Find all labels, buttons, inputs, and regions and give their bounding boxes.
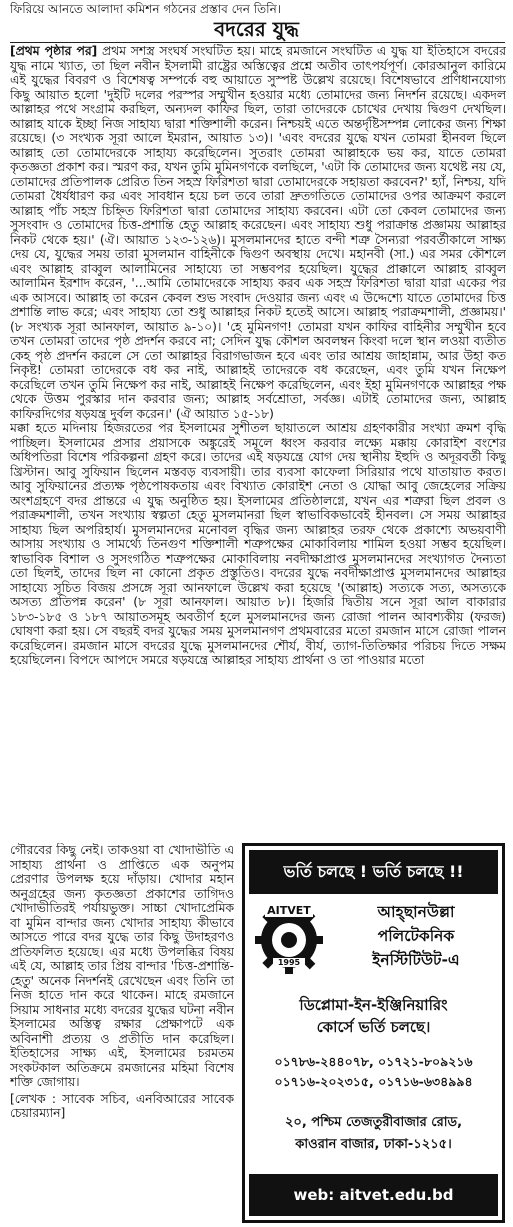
article-paragraph-2: মক্কা হতে মদিনায় হিজরতের পর ইসলামের সুশীতল ছায়াতলে আশ্রয় গ্রহণকারীর সংখ্যা ক্রমশ বৃদ্ধি পাচ্ছিল। ইসলামের প্রসার প্রয়াসকে অঙ্কুরেই সমূলে ধ্বংস করবার লক্ষ্যে মক্কায় কোরাইশ বংশের অধিপতিরা বিশেষ পরিকল্পনা গ্রহণ করে। তাদের এই ষড়যন্ত্রে যোগ দেয় স্থানীয় ইহুদি ও অদূরবর্তী কিছু খ্রিস্টান। আবু সুফিয়ান ছিলেন মস্তবড় ব্যবসায়ী। তার ব্যবসা কাফেলা সিরিয়ার পথে যাতায়াত করত। আবু সুফিয়ানের প্রত্যক্ষ পৃষ্ঠপোষকতায় এবং বিখ্যাত কোরাইশ নেতা ও যোদ্ধা আবু জেহেলের সক্রিয় অংশগ্রহণে বদর প্রান্তরে এ যুদ্ধ অনুষ্ঠিত হয়। ইসলামের প্রতিষ্ঠালগ্নে, যখন এর শত্রুরা ছিল প্রবল ও পরাক্রমশালী, তখন সংখ্যায় স্বল্পতা হেতু মুসলমানরা ছিল স্বাভাবিকভাবেই হীনবল। সে সময় আল্লাহর সাহায্য ছিল অপরিহার্য। মুসলমানদের মনোবল বৃদ্ধির জন্য আল্লাহর তরফ থেকে প্রকাশ্যে অভয়বাণী আসায় সংখ্যায় ও সামর্থ্যে তিনগুণ শক্তিশালী শত্রুপক্ষের মোকাবিলায় শামিল হওয়া সম্ভব হয়েছিল। স্বাভাবিক বিশাল ও সুসংগঠিত শত্রুপক্ষের মোকাবিলায় নবদীক্ষাপ্রাপ্ত মুসলমানদের সংখ্যাগত দৈন্যতা তো ছিলই, তাদের ছিল না কোনো প্রকৃত প্রস্তুতিও। বদরের যুদ্ধে নবদীক্ষাপ্রাপ্ত মুসলমানদের আল্লাহর সাহায্যে সূচিত বিজয় প্রসঙ্গে সূরা আনফালে উল্লেখ করা হয়েছে '(আল্লাহ) সত্যকে সত্য, অসত্যকে অসত্য প্রতিপন্ন করেন' (৮ সূরা আনফাল। আয়াত ৮)। হিজরি দ্বিতীয় সনে সূরা আল বাকারার ১৮৩-১৮৫ ও ১৮৭ আয়াতসমূহ অবতীর্ণ হলে মুসলমানদের জন্য রোজা পালন আবশ্যকীয় (ফরজ) ঘোষণা করা হয়। সে বছরই বদর যুদ্ধের সময় মুসলমানগণ প্রথমবারের মতো রমজান মাসে রোজা পালন করেছিলেন। রমজান মাসে বদরের যুদ্ধে মুসলমানদের শৌর্য, বীর্য, ত্যাগ-তিতিক্ষার পরিচয় দিতে সক্ষম হয়েছিলেন। বিপদে আপদে সমরে ষড়যন্ত্রে আল্লাহর সাহায্য প্রার্থনা ও তা পাওয়ার মতো: [10, 421, 506, 667]
institute-address: [251, 1112, 496, 1156]
institute-name-line-3: ইনস্টিটিউট-এ: [372, 951, 460, 969]
institute-name: [333, 900, 499, 972]
article-paragraph-3: গৌরবের কিছু নেই। তাকওয়া বা খোদাভীতি এ সাহায্য প্রার্থনা ও প্রাপ্তিতে এক অনুপম প্রেরণার উপলক্ষ হয়ে দাঁড়ায়। খোদার মহান অনুগ্রহের জন্য কৃতজ্ঞতা প্রকাশের তাগিদও খোদাভীতিরই পর্যায়ভুক্ত। সাচ্চা খোদাপ্রেমিক বা মুমিন বান্দার জন্য খোদার সাহায্য কীভাবে আসতে পারে বদর যুদ্ধে তার কিছু উদাহরণও প্রতিফলিত হয়েছে। এর মধ্যে উপলব্ধির বিষয় এই যে, আল্লাহ তার প্রিয় বান্দার 'চিত্ত-প্রশান্তি-হেতু' অনেক নিদর্শনই রেখেছেন এবং তিনি তা নিজ হাতে দান করে থাকেন। মাহে রমজানে সিয়াম সাধনার মধ্যে বদরের যুদ্ধের ঘটনা নবীন ইসলামের অস্তিত্ব রক্ষার প্রেক্ষাপটে এক অবিনাশী প্রত্যয় ও প্রতীতি দান করেছিল। ইতিহাসের সাক্ষ্য এই, ইসলামের চরমতম সংকটকাল অতিক্রমে রমজানের মহিমা বিশেষ শক্তি জোগায়।: [10, 843, 234, 1089]
phone-line-1: ০১৭৮৬-২৪৪০৭৮, ০১৭২১-৮০৯২১৬: [274, 1054, 473, 1069]
address-line-1: ২০, পশ্চিম তেজতুরীবাজার রোড,: [284, 1115, 463, 1130]
course-line-2: কোর্সে ভর্তি চলছে।: [316, 1018, 431, 1036]
article-paragraph-1: [10, 44, 506, 421]
admission-advertisement[interactable]: [242, 843, 505, 1223]
headline-divider: [10, 42, 505, 43]
ad-banner: ভর্তি চলছে ! ভর্তি চলছে !!: [249, 850, 498, 894]
contact-phones: [251, 1052, 496, 1092]
phone-line-2: ০১৭১৬-২০২৩১৫, ০১৭১৬-৬৩৪৯৯৪: [274, 1074, 473, 1089]
logo-acronym: AITVET: [267, 904, 311, 917]
institute-name-line-2: পলিটেকনিক: [377, 927, 455, 945]
article-body: [10, 44, 506, 842]
article-column-continuation: [10, 843, 234, 1227]
course-info: [251, 994, 496, 1038]
continuation-label: [প্রথম পৃষ্ঠার পর]: [10, 44, 98, 58]
institute-name-line-1: আহ্ছানউল্লা: [377, 903, 455, 921]
paragraph-1-text: প্রথম সশস্ত্র সংঘর্ষ সংঘটিত হয়। মাহে রমজানে সংঘটিত এ যুদ্ধ যা ইতিহাসে বদরের যুদ্ধ নামে খ্যাত, তা ছিল নবীন ইসলামী রাষ্ট্রের অস্তিত্বের প্রশ্নে অতীব তাৎপর্যপূর্ণ। কোরআনুল কারিমে এই যুদ্ধের বিবরণ ও বিশেষত্ব সম্পর্কে বহু আয়াতে সুস্পষ্ট উল্লেখ রয়েছে। বিশেষভাবে প্রণিধানযোগ্য কিছু আয়াত হলো 'দুইটি দলের পরস্পর সম্মুখীন হওয়ার মধ্যে তোমাদের জন্য নিদর্শন রয়েছে। একদল আল্লাহর পথে সংগ্রাম করছিল, অন্যদল কাফির ছিল, তারা তাদেরকে চোখের দেখায় দ্বিগুণ দেখছিল। আল্লাহ যাকে ইচ্ছা নিজ সাহায্য দ্বারা শক্তিশালী করেন। নিশ্চয়ই এতে অন্তর্দৃষ্টিসম্পন্ন লোকের জন্য শিক্ষা রয়েছে। (৩ সংখ্যক সূরা আলে ইমরান, আয়াত ১৩)। 'এবং বদরের যুদ্ধে যখন তোমরা হীনবল ছিলে আল্লাহ তো তোমাদেরকে সাহায্য করেছিলেন। সুতরাং তোমরা আল্লাহকে ভয় কর, যাতে তোমরা কৃতজ্ঞতা প্রকাশ কর। স্মরণ কর, যখন তুমি মুমিনগণকে বলছিলে, 'এটা কি তোমাদের জন্য যথেষ্ট নয় যে, তোমাদের প্রতিপালক প্রেরিত তিন সহস্র ফিরিশতা দ্বারা তোমাদেরকে সহায়তা করবেন?' হ্যাঁ, নিশ্চয়, যদি তোমরা ধৈর্যধারণ কর এবং সাবধান হয়ে চল তবে তারা দ্রুতগতিতে তোমাদের ওপর আক্রমণ করলে আল্লাহ পাঁচ সহস্র চিহ্নিত ফিরিশতা দ্বারা তোমাদের সাহায্য করবেন। এটা তো কেবল তোমাদের জন্য সুসংবাদ ও তোমাদের চিত্ত-প্রশান্তি হেতু আল্লাহ করেছেন। এবং সাহায্য শুধু পরাক্রান্ত প্রজ্ঞাময় আল্লাহর নিকট থেকে হয়।' (ঐ। আয়াত ১২৩-১২৬)। মুসলমানদের হাতে বন্দী শত্রু সৈন্যরা পরবর্তীকালে সাক্ষ্য দেয় যে, যুদ্ধের সময় তারা মুসলমান বাহিনীকে দ্বিগুণ অবস্থায় দেখে। মহানবী (সা.) এর সমর কৌশলে এবং আল্লাহ রাব্বুল আলামিনের সাহায্যে তা সম্ভবপর হয়েছিল। যুদ্ধের প্রাক্কালে আল্লাহ রাব্বুল আলামিন ইরশাদ করেন, '...আমি তোমাদেরকে সাহায্য করব এক সহস্র ফিরিশতা দ্বারা যারা একের পর এক আসবে। আল্লাহ তা করেন কেবল শুভ সংবাদ দেওয়ার জন্য এবং এ উদ্দেশ্যে যাতে তোমাদের চিত্ত প্রশান্তি লাভ করে; এবং সাহায্য তো শুধু আল্লাহর নিকট হতেই আসে। আল্লাহ পরাক্রমশালী, প্রজ্ঞাময়।' (৮ সংখ্যক সূরা আনফাল, আয়াত ৯-১০)। 'হে মুমিনগণ! তোমরা যখন কাফির বাহিনীর সম্মুখীন হবে তখন তোমরা তাদের পৃষ্ঠ প্রদর্শন করবে না; সেদিন যুদ্ধ কৌশল অবলম্বন কিংবা দলে স্থান লওয়া ব্যতীত কেহ পৃষ্ঠ প্রদর্শন করলে সে তো আল্লাহর বিরাগভাজন হবে এবং তার আশ্রয় জাহান্নাম, আর উহা কত নিকৃষ্ট! তোমরা তাদেরকে বধ কর নাই, আল্লাহই তাদেরকে বধ করেছেন, এবং তুমি যখন নিক্ষেপ করেছিলে তখন তুমি নিক্ষেপ কর নাই, আল্লাহই নিক্ষেপ করেছিলেন, এবং ইহা মুমিনগণকে আল্লাহর পক্ষ থেকে উত্তম পুরস্কার দান করবার জন্য; আল্লাহ সর্বশ্রোতা, সর্বজ্ঞ। এটাই তোমাদের জন্য, আল্লাহ কাফিরদিগের ষড়যন্ত্র দুর্বল করেন।' (ঐ আয়াত ১৫-১৮): [10, 44, 506, 421]
website-link[interactable]: web: aitvet.edu.bd: [249, 1174, 498, 1216]
author-byline: [লেখক : সাবেক সচিব, এনবিআরের সাবেক চেয়ারম্যান]: [10, 1091, 234, 1120]
address-line-2: কাওরান বাজার, ঢাকা-১২১৫।: [295, 1137, 452, 1152]
logo-year: 1995: [273, 958, 305, 967]
course-line-1: ডিপ্লোমা-ইন-ইঞ্জিনিয়ারিং: [299, 996, 448, 1014]
previous-article-tail: ফিরিয়ে আনতে আলাদা কমিশন গঠনের প্রস্তাব দেন তিনি।: [10, 2, 282, 16]
logo-label: [249, 904, 329, 917]
article-headline: বদরের যুদ্ধ: [214, 17, 299, 41]
